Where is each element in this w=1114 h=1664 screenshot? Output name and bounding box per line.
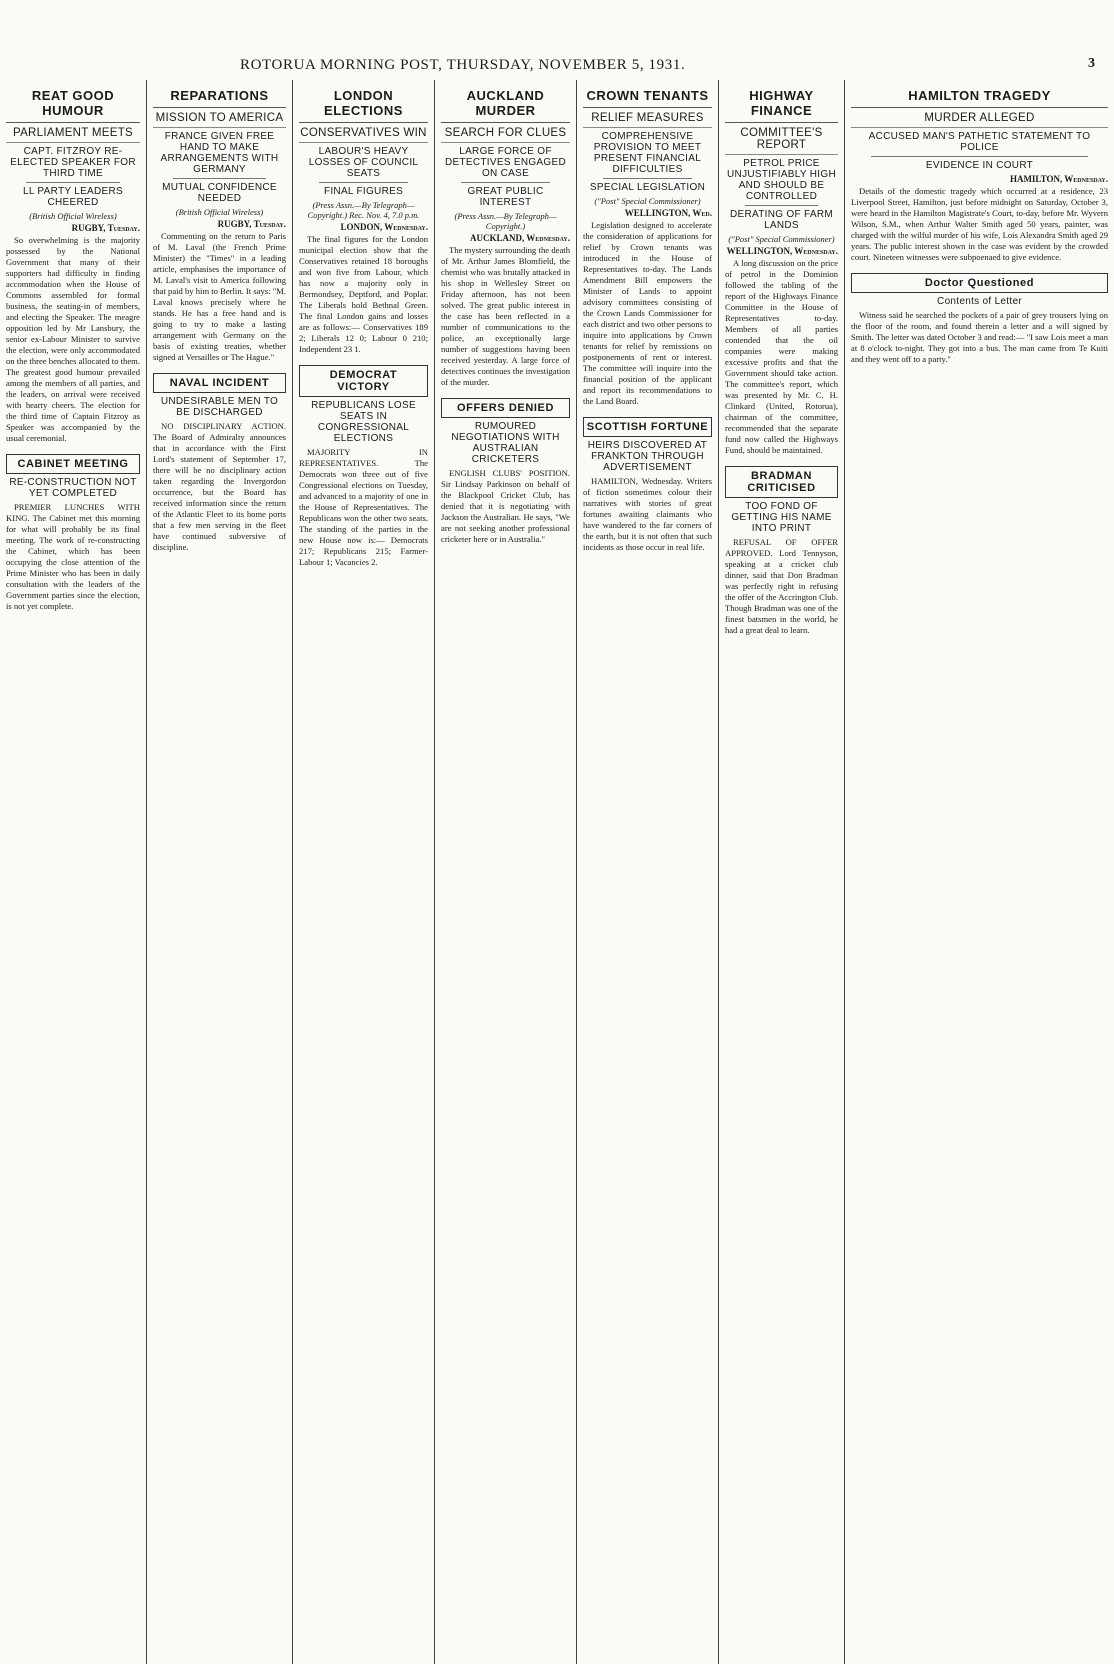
column-7: [845, 80, 1114, 1664]
deck-primary: CONSERVATIVES WIN: [299, 127, 428, 143]
credit-line: (Press Assn.—By Telegraph—Copyright.) Rec. Nov. 4, 7.0 p.m.: [307, 200, 420, 220]
sub-deck: RE-CONSTRUCTION NOT YET COMPLETED: [9, 477, 137, 499]
sub-article-body: NO DISCIPLINARY ACTION. The Board of Admiralty announces that in accordance with the First Lord's statement of September 17, there will be no disciplinary action taken regarding the Invergordon occurrence, but the Board has received information since the return of the Atlantic Fleet to its home ports that a few men serving in the fleet have continued subversive of discipline.: [153, 421, 286, 552]
deck-tertiary: DERATING OF FARM LANDS: [730, 209, 833, 231]
article-body: A long discussion on the price of petrol in the Dominion followed the tabling of the report of the Highways Finance Committee in the House of Representatives to-day. Members of all parties contended that the oil companies were making excessive profits and that the Government should take action. The committee's report, which was presented by Mr. C. H. Clinkard (United, Rotorua), chairman of the committee, recommended that the separate fund now called the Highways Fund, should be maintained.: [725, 258, 838, 455]
sub-headline: Doctor Questioned: [851, 273, 1108, 293]
newspaper-page: [0, 80, 1114, 1664]
sub-deck: REPUBLICANS LOSE SEATS IN CONGRESSIONAL ELECTIONS: [311, 400, 416, 444]
column-5: [577, 80, 719, 1664]
newspaper-title: ROTORUA MORNING POST, THURSDAY, NOVEMBER 5, 1931.: [240, 57, 686, 73]
deck-secondary: LABOUR'S HEAVY LOSSES OF COUNCIL SEATS: [308, 146, 419, 179]
deck-secondary: ACCUSED MAN'S PATHETIC STATEMENT TO POLICE: [868, 131, 1091, 153]
masthead: [0, 0, 1114, 80]
article-body: Commenting on the return to Paris of M. Laval (the French Prime Minister) the "Times" in a leading article, emphasises the importance of M. Laval's visit to America following that paid by him to Berlin. It says: "M. Laval knows precisely where he stands. He has a free hand and is going to try to make a lasting arrangement with Germany on the basis of existing treaties, whether signed at Versailles or The Hague.": [153, 231, 286, 362]
dateline: HAMILTON, Wednesday.: [1009, 174, 1108, 184]
deck-tertiary: EVIDENCE IN COURT: [925, 160, 1034, 171]
page-number: 3: [1088, 56, 1095, 71]
article-body: Legislation designed to accelerate the consideration of applications for relief by Crown tenants was introduced in the House of Representatives to-day. The Lands Amendment Bill empowers the Minister of Lands to appoint advisory committees consisting of the Crown Lands Commissioner for each district and two other persons to inquire into applications by Crown tenants for relief by remissions on postponements of rent or interest. The committee will inquire into the financial position of the applicant and report its recommendations to the Land Board.: [583, 220, 712, 406]
dateline: WELLINGTON, Wednesday.: [726, 246, 838, 256]
article-body: Details of the domestic tragedy which occurred at a residence, 23 Liverpool Street, Hamilton, just before midnight on Saturday, October 3, were heard in the Hamilton Magistrate's Court, to-day, before Mr. Wyvern Wilson, S.M., when Arthur Walter Smith aged 50 years, painter, was charged with the wilful murder of his wife, Lois Alexandra Smith aged 29 years. The public interest shown in the case was evident by the crowded court. Nineteen witnesses were subpoenaed to give evidence.: [851, 186, 1108, 262]
headline: REAT GOOD HUMOUR: [6, 88, 140, 123]
column-1: [0, 80, 147, 1664]
sub-deck: UNDESIRABLE MEN TO BE DISCHARGED: [160, 396, 279, 418]
sub-headline: BRADMAN CRITICISED: [725, 466, 838, 498]
article-body: The mystery surrounding the death of Mr. Arthur James Blomfield, the chemist who was brutally attacked in his shop in Wellesley Street on Friday afternoon, has not been solved. The great public interest in the case has been reflected in a number of communications to the police, an exceptionally large number of suggestions having been received yesterday. A large force of detectives continues the investigation of the murder.: [441, 245, 570, 387]
divider: [603, 178, 692, 179]
deck-primary: COMMITTEE'S REPORT: [725, 127, 838, 155]
sub-headline: DEMOCRAT VICTORY: [299, 365, 428, 397]
headline: REPARATIONS: [153, 88, 286, 108]
dateline: AUCKLAND, Wednesday.: [469, 233, 570, 243]
deck-primary: SEARCH FOR CLUES: [441, 127, 570, 143]
deck-primary: PARLIAMENT MEETS: [6, 127, 140, 143]
deck-secondary: FRANCE GIVEN FREE HAND TO MAKE ARRANGEMENTS WITH GERMANY: [160, 131, 279, 175]
credit-line: (British Official Wireless): [29, 211, 117, 221]
article-body: The final figures for the London municipal election show that the Conservatives retained 18 boroughs and won five from Labour, which has now a majority only in Bermondsey, Deptford, and Poplar. The Liberals hold Bethnal Green. The final London gains and losses are as follows:— Conservatives 189 2; Liberals 12 0; Labour 0 210; Independent 23 1.: [299, 234, 428, 354]
article-body: So overwhelming is the majority possessed by the National Government that many of their supporters had difficulty in finding accommodation when the House of Commons assembled for formal business, the seating-in of members, and electing the Speaker. The meagre opposition led by Mr Lansbury, the senior ex-Labour Minister to survive the election, were only accommodated on the three benches allocated to them. The greatest good humour prevailed among the members of all parties, and the leaders, on arrival were received with hearty cheers. The election for the third time of Captain Fitzroy as Speaker was accompanied by the usual ceremonial.: [6, 235, 140, 443]
column-3: [293, 80, 435, 1664]
dateline: RUGBY, Tuesday.: [217, 219, 286, 229]
dateline: LONDON, Wednesday.: [340, 222, 428, 232]
sub-article-body: ENGLISH CLUBS' POSITION. Sir Lindsay Parkinson on behalf of the Blackpool Cricket Club, has denied that it is negotiating with Jackson the Australian. He says, "We are not seeking another professional cricketer here or in Australia.": [441, 468, 570, 544]
credit-line: ("Post" Special Commissioner): [728, 234, 835, 244]
sub-deck: HEIRS DISCOVERED AT FRANKTON THROUGH ADVERTISEMENT: [587, 440, 708, 473]
sub-article-body: HAMILTON, Wednesday. Writers of fiction sometimes colour their narratives with stories of great fortunes awaiting claimants who have wandered to the far corners of the earth, but it is not often that such incidents as those occur in real life.: [583, 476, 712, 552]
sub-deck: RUMOURED NEGOTIATIONS WITH AUSTRALIAN CRICKETERS: [451, 421, 560, 465]
sub-headline: SCOTTISH FORTUNE: [583, 417, 712, 437]
deck-secondary: CAPT. FITZROY RE-ELECTED SPEAKER FOR THIRD TIME: [10, 146, 136, 179]
credit-line: (Press Assn.—By Telegraph—Copyright.): [454, 211, 557, 231]
sub-article-body: Witness said he searched the pockets of a pair of grey trousers lying on the floor of the room, and found therein a letter and a will signed by Smith. The letter was dated October 3 and read:— "I saw Lois meet a man at 8 o'clock to-night. They got into a bus. The man came from Te Kuiti and they went off to a party.": [851, 310, 1108, 364]
dateline: WELLINGTON, Wed.: [624, 208, 712, 218]
sub-deck: Contents of Letter: [937, 296, 1022, 307]
sub-headline: CABINET MEETING: [6, 454, 140, 474]
headline: HIGHWAY FINANCE: [725, 88, 838, 123]
divider: [319, 182, 408, 183]
sub-deck: TOO FOND OF GETTING HIS NAME INTO PRINT: [731, 501, 832, 534]
credit-line: (British Official Wireless): [175, 207, 264, 217]
divider: [461, 182, 550, 183]
sub-headline: OFFERS DENIED: [441, 398, 570, 418]
deck-secondary: PETROL PRICE UNJUSTIFIABLY HIGH AND SHOULD BE CONTROLLED: [727, 158, 836, 202]
sub-article-body: MAJORITY IN REPRESENTATIVES. The Democrats won three out of five Congressional elections on Tuesday, and advanced to a majority of one in the House of Representatives. The Republicans won the other two seats. The standing of the parties in the new House now is:— Democrats 217; Republicans 215; Farmer-Labour 1; Vacancies 2.: [299, 447, 428, 567]
deck-tertiary: MUTUAL CONFIDENCE NEEDED: [162, 182, 277, 204]
headline: LONDON ELECTIONS: [299, 88, 428, 123]
deck-tertiary: SPECIAL LEGISLATION: [589, 182, 706, 193]
divider: [26, 182, 120, 183]
credit-line: ("Post" Special Commissioner): [594, 196, 701, 206]
column-4: [435, 80, 577, 1664]
sub-article-body: REFUSAL OF OFFER APPROVED. Lord Tennyson, speaking at a cricket club dinner, said that Don Bradman was perfectly right in refusing the offer of the Accrington Club. Though Bradman was one of the finest batsmen in the world, he had a great deal to learn.: [725, 537, 838, 635]
deck-tertiary: GREAT PUBLIC INTEREST: [467, 186, 544, 208]
column-2: [147, 80, 293, 1664]
divider: [871, 156, 1088, 157]
column-6: [719, 80, 845, 1664]
sub-article-body: PREMIER LUNCHES WITH KING. The Cabinet met this morning for what will probably be its final meeting. The work of re-constructing the Cabinet, which has been occupying the close attention of the Prime Minister who has been in daily consultation with the leaders of the Government parties since the election, is not yet complete.: [6, 502, 140, 611]
deck-primary: MURDER ALLEGED: [851, 112, 1108, 128]
deck-tertiary: FINAL FIGURES: [323, 186, 404, 197]
headline: HAMILTON TRAGEDY: [851, 88, 1108, 108]
dateline: RUGBY, Tuesday.: [71, 223, 140, 233]
sub-headline: NAVAL INCIDENT: [153, 373, 286, 393]
deck-primary: MISSION TO AMERICA: [153, 112, 286, 128]
headline: AUCKLAND MURDER: [441, 88, 570, 123]
deck-primary: RELIEF MEASURES: [583, 112, 712, 128]
divider: [173, 178, 266, 179]
headline: CROWN TENANTS: [583, 88, 712, 108]
divider: [745, 205, 818, 206]
deck-secondary: LARGE FORCE OF DETECTIVES ENGAGED ON CASE: [445, 146, 566, 179]
deck-tertiary: LL PARTY LEADERS CHEERED: [22, 186, 124, 208]
deck-secondary: COMPREHENSIVE PROVISION TO MEET PRESENT FINANCIAL DIFFICULTIES: [593, 131, 702, 175]
